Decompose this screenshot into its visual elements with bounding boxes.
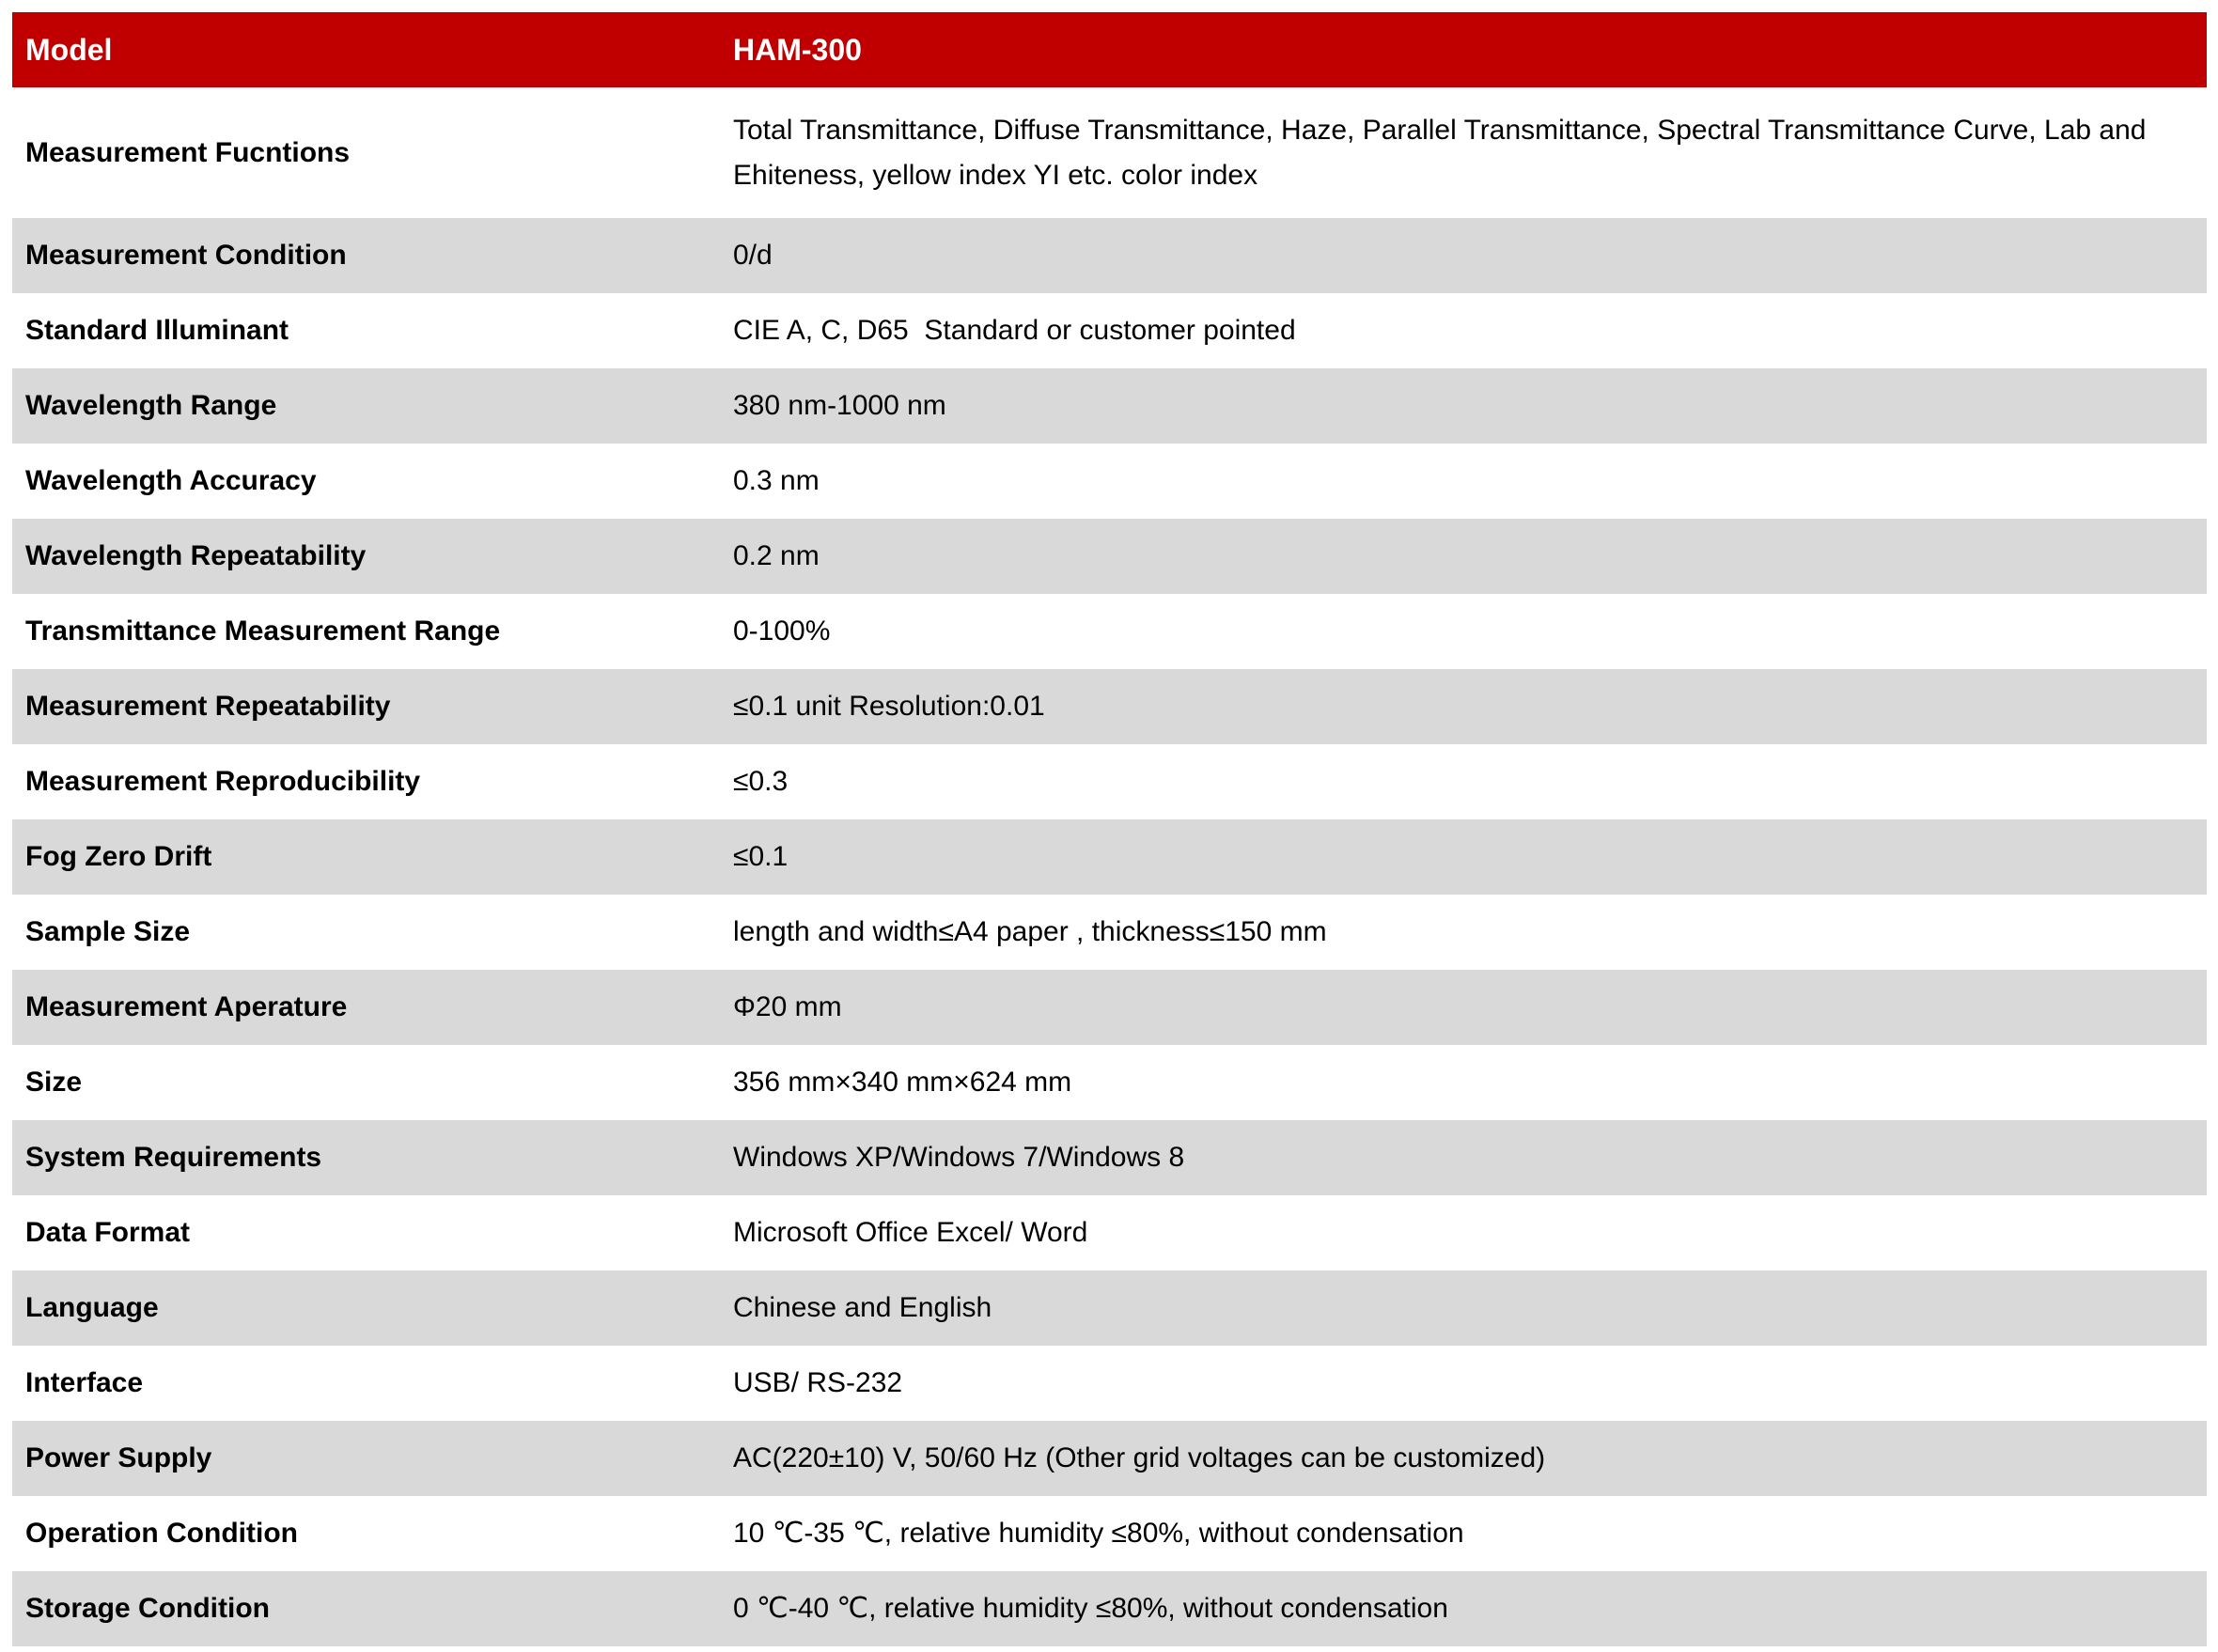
spec-value: Φ20 mm — [733, 991, 842, 1022]
spec-label: Measurement Fucntions — [25, 136, 351, 168]
table-row — [12, 87, 2207, 218]
spec-value: 10 ℃-35 ℃, relative humidity ≤80%, without condensation — [733, 1518, 1464, 1549]
spec-label: Wavelength Repeatability — [25, 540, 367, 572]
table-row — [12, 594, 2207, 669]
header-model-value: HAM-300 — [733, 33, 862, 67]
spec-label: Power Supply — [25, 1442, 212, 1474]
spec-value: ≤0.1 — [733, 841, 789, 872]
table-row — [12, 1571, 2207, 1646]
spec-value: USB/ RS-232 — [733, 1367, 903, 1398]
spec-label: Size — [25, 1067, 83, 1099]
spec-rows-container — [12, 87, 2207, 1646]
spec-value: 356 mm×340 mm×624 mm — [733, 1067, 1072, 1098]
table-row — [12, 1346, 2207, 1421]
spec-value: CIE A, C, D65 Standard or customer pointed — [733, 315, 1296, 346]
table-row — [12, 970, 2207, 1045]
spec-table — [12, 12, 2207, 1646]
table-row — [12, 895, 2207, 970]
spec-value: Chinese and English — [733, 1292, 992, 1323]
table-row — [12, 1045, 2207, 1120]
spec-label: Language — [25, 1292, 159, 1324]
table-row — [12, 669, 2207, 744]
spec-label: Sample Size — [25, 916, 191, 948]
spec-value: ≤0.3 — [733, 766, 789, 797]
spec-value: 0/d — [733, 240, 773, 271]
table-row — [12, 519, 2207, 594]
spec-value: length and width≤A4 paper , thickness≤150 mm — [733, 916, 1327, 947]
spec-label: Measurement Reproducibility — [25, 766, 421, 798]
table-row — [12, 1195, 2207, 1270]
spec-label: Wavelength Accuracy — [25, 465, 317, 497]
table-row — [12, 293, 2207, 368]
spec-value: 0 ℃-40 ℃, relative humidity ≤80%, without condensation — [733, 1593, 1448, 1624]
spec-value: 0.2 nm — [733, 540, 820, 571]
spec-label: Fog Zero Drift — [25, 841, 212, 873]
spec-label: Data Format — [25, 1217, 191, 1249]
spec-label: Transmittance Measurement Range — [25, 616, 501, 647]
spec-value: Windows XP/Windows 7/Windows 8 — [733, 1142, 1185, 1173]
spec-value: AC(220±10) V, 50/60 Hz (Other grid voltages can be customized) — [733, 1442, 1546, 1473]
table-row — [12, 744, 2207, 819]
table-row — [12, 218, 2207, 293]
spec-label: Measurement Aperature — [25, 991, 348, 1023]
table-row — [12, 1270, 2207, 1346]
spec-value: Total Transmittance, Diffuse Transmittance, Haze, Parallel Transmittance, Spectral Transmittance Curve, Lab and Ehiteness, yellow index YI etc. color index — [733, 114, 2154, 191]
table-row — [12, 444, 2207, 519]
header-model-label: Model — [25, 33, 113, 67]
spec-label: Measurement Repeatability — [25, 691, 391, 723]
spec-label: Operation Condition — [25, 1518, 298, 1550]
spec-label: Standard Illuminant — [25, 315, 289, 347]
spec-value: 0.3 nm — [733, 465, 820, 496]
table-row — [12, 368, 2207, 444]
spec-label: Interface — [25, 1367, 144, 1399]
spec-label: System Requirements — [25, 1142, 322, 1174]
table-row — [12, 819, 2207, 895]
spec-label: Storage Condition — [25, 1593, 270, 1625]
table-row — [12, 1421, 2207, 1496]
spec-label: Measurement Condition — [25, 240, 347, 272]
spec-value: 380 nm-1000 nm — [733, 390, 946, 421]
spec-value: Microsoft Office Excel/ Word — [733, 1217, 1088, 1248]
spec-label: Wavelength Range — [25, 390, 277, 422]
table-row — [12, 1496, 2207, 1571]
spec-value: ≤0.1 unit Resolution:0.01 — [733, 691, 1045, 722]
table-row — [12, 1120, 2207, 1195]
table-header-row — [12, 12, 2207, 87]
spec-value: 0-100% — [733, 616, 831, 647]
